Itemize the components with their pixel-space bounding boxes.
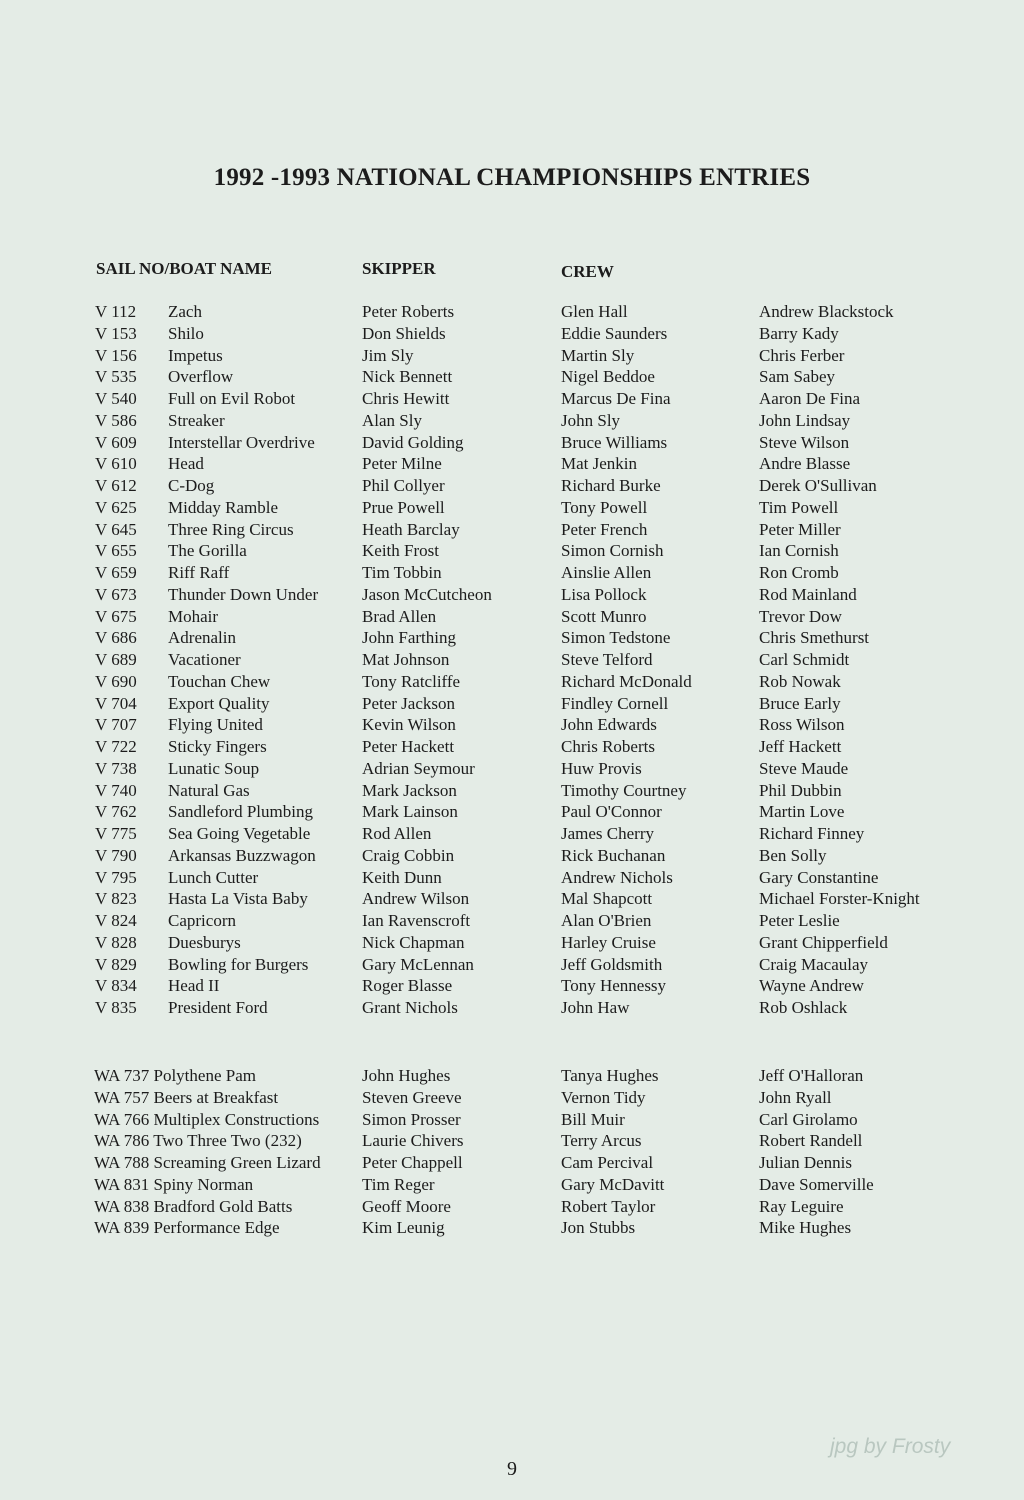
entry-row bbox=[0, 759, 1024, 781]
boat-name: Head bbox=[168, 454, 204, 474]
crew-name: Ainslie Allen bbox=[561, 563, 652, 582]
sail-number: V 625 bbox=[95, 497, 137, 517]
entry-row bbox=[0, 607, 1024, 629]
sail-number-boat-name: WA 757 Beers at Breakfast bbox=[94, 1087, 279, 1107]
entry-row bbox=[0, 846, 1024, 868]
crew-name: Carl Schmidt bbox=[759, 650, 850, 669]
skipper-name: Peter Roberts bbox=[362, 302, 455, 321]
wa-entry-row bbox=[0, 1066, 1024, 1088]
skipper-name: Andrew Wilson bbox=[362, 889, 470, 909]
crew-name: Carl Girolamo bbox=[759, 1109, 858, 1129]
victoria-entries-list bbox=[0, 302, 1024, 1020]
crew-name: Jeff Hackett bbox=[759, 737, 842, 756]
sail-number: V 722 bbox=[95, 737, 137, 756]
crew-name: Ray Leguire bbox=[759, 1196, 844, 1216]
crew-name: Richard Burke bbox=[561, 476, 661, 495]
sail-number: V 112 bbox=[95, 302, 137, 321]
crew-name: Jeff O'Halloran bbox=[759, 1066, 864, 1085]
credit-watermark: jpg by Frosty bbox=[830, 1435, 951, 1458]
sail-number: V 740 bbox=[95, 780, 137, 800]
boat-name: Mohair bbox=[168, 606, 219, 626]
entry-row bbox=[0, 628, 1024, 650]
wa-entry-row bbox=[0, 1110, 1024, 1132]
entry-row bbox=[0, 998, 1024, 1020]
entry-row bbox=[0, 520, 1024, 542]
crew-name: Tony Powell bbox=[561, 497, 648, 517]
crew-name: Rod Mainland bbox=[759, 584, 857, 604]
boat-name: Natural Gas bbox=[168, 780, 250, 800]
boat-name: Vacationer bbox=[168, 650, 241, 669]
entry-row bbox=[0, 737, 1024, 759]
crew-name: Scott Munro bbox=[561, 606, 647, 626]
skipper-name: David Golding bbox=[362, 432, 464, 452]
wa-entries-list bbox=[0, 1066, 1024, 1240]
wa-entry-row bbox=[0, 1197, 1024, 1219]
crew-name: Alan O'Brien bbox=[561, 911, 652, 930]
entry-row bbox=[0, 976, 1024, 998]
skipper-name: Jason McCutcheon bbox=[362, 584, 492, 604]
boat-name: Thunder Down Under bbox=[168, 584, 319, 604]
skipper-name: Peter Chappell bbox=[362, 1153, 463, 1172]
sail-number-boat-name: WA 786 Two Three Two (232) bbox=[94, 1131, 302, 1151]
boat-name: Duesburys bbox=[168, 932, 241, 952]
skipper-name: Keith Dunn bbox=[362, 867, 442, 887]
crew-name: Chris Ferber bbox=[759, 345, 845, 365]
sail-number: V 609 bbox=[95, 432, 137, 452]
crew-name: Bill Muir bbox=[561, 1109, 625, 1129]
skipper-name: Gary McLennan bbox=[362, 954, 474, 974]
boat-name: Sticky Fingers bbox=[168, 737, 267, 756]
sail-number-boat-name: WA 788 Screaming Green Lizard bbox=[94, 1153, 321, 1172]
skipper-name: Adrian Seymour bbox=[362, 758, 475, 778]
crew-name: John Haw bbox=[561, 998, 630, 1017]
entry-row bbox=[0, 715, 1024, 737]
crew-name: Barry Kady bbox=[759, 323, 839, 343]
skipper-name: Keith Frost bbox=[362, 541, 439, 561]
crew-name: Craig Macaulay bbox=[759, 954, 869, 974]
header-skipper: SKIPPER bbox=[362, 259, 436, 278]
skipper-name: Tim Tobbin bbox=[362, 563, 442, 582]
sail-number: V 673 bbox=[95, 584, 137, 604]
sail-number: V 690 bbox=[95, 671, 137, 691]
skipper-name: John Hughes bbox=[362, 1066, 451, 1085]
entry-row bbox=[0, 694, 1024, 716]
boat-name: Adrenalin bbox=[168, 628, 236, 648]
skipper-name: Grant Nichols bbox=[362, 998, 458, 1017]
crew-name: Harley Cruise bbox=[561, 932, 656, 952]
skipper-name: Geoff Moore bbox=[362, 1196, 451, 1216]
sail-number: V 645 bbox=[95, 519, 137, 539]
skipper-name: Alan Sly bbox=[362, 410, 422, 430]
crew-name: Mal Shapcott bbox=[561, 889, 653, 909]
wa-entry-row bbox=[0, 1131, 1024, 1153]
boat-name: Interstellar Overdrive bbox=[168, 432, 315, 452]
crew-name: Bruce Williams bbox=[561, 432, 668, 452]
boat-name: Head II bbox=[168, 976, 220, 996]
crew-name: Peter Leslie bbox=[759, 911, 840, 930]
entry-row bbox=[0, 672, 1024, 694]
boat-name: Sea Going Vegetable bbox=[168, 824, 311, 843]
sail-number: V 738 bbox=[95, 758, 137, 778]
crew-name: Timothy Courtney bbox=[561, 780, 687, 800]
crew-name: Steve Wilson bbox=[759, 432, 850, 452]
entry-row bbox=[0, 476, 1024, 498]
boat-name: Streaker bbox=[168, 410, 225, 430]
crew-name: Chris Smethurst bbox=[759, 628, 870, 648]
crew-name: Mat Jenkin bbox=[561, 454, 638, 474]
crew-name: Paul O'Connor bbox=[561, 802, 662, 822]
skipper-name: Nick Bennett bbox=[362, 367, 453, 387]
entry-row bbox=[0, 650, 1024, 672]
sail-number: V 535 bbox=[95, 367, 137, 387]
skipper-name: Peter Milne bbox=[362, 454, 442, 474]
entry-row bbox=[0, 933, 1024, 955]
skipper-name: Nick Chapman bbox=[362, 932, 465, 952]
sail-number: V 790 bbox=[95, 845, 137, 865]
sail-number: V 823 bbox=[95, 889, 137, 909]
boat-name: Touchan Chew bbox=[168, 671, 271, 691]
crew-name: Cam Percival bbox=[561, 1153, 654, 1172]
boat-name: Midday Ramble bbox=[168, 497, 279, 517]
skipper-name: Kevin Wilson bbox=[362, 715, 456, 735]
crew-name: Ross Wilson bbox=[759, 715, 845, 735]
sail-number: V 612 bbox=[95, 476, 137, 495]
crew-name: Rob Nowak bbox=[759, 671, 841, 691]
crew-name: James Cherry bbox=[561, 824, 655, 843]
skipper-name: Roger Blasse bbox=[362, 976, 453, 996]
crew-name: Ben Solly bbox=[759, 845, 827, 865]
skipper-name: Peter Jackson bbox=[362, 693, 456, 713]
sail-number: V 829 bbox=[95, 954, 137, 974]
crew-name: Aaron De Fina bbox=[759, 389, 861, 408]
sail-number: V 707 bbox=[95, 715, 137, 735]
sail-number: V 689 bbox=[95, 650, 137, 669]
sail-number-boat-name: WA 831 Spiny Norman bbox=[94, 1174, 254, 1194]
crew-name: Gary Constantine bbox=[759, 867, 879, 887]
crew-name: Findley Cornell bbox=[561, 693, 669, 713]
sail-number: V 835 bbox=[95, 998, 137, 1017]
skipper-name: Prue Powell bbox=[362, 497, 445, 517]
entry-row bbox=[0, 346, 1024, 368]
sail-number: V 659 bbox=[95, 563, 137, 582]
sail-number: V 795 bbox=[95, 867, 137, 887]
crew-name: Derek O'Sullivan bbox=[759, 476, 877, 495]
entry-row bbox=[0, 781, 1024, 803]
boat-name: C-Dog bbox=[168, 476, 215, 495]
boat-name: Overflow bbox=[168, 367, 234, 387]
wa-entry-row bbox=[0, 1088, 1024, 1110]
crew-name: Eddie Saunders bbox=[561, 323, 668, 343]
sail-number: V 610 bbox=[95, 454, 137, 474]
boat-name: Bowling for Burgers bbox=[168, 954, 309, 974]
crew-name: Martin Love bbox=[759, 802, 845, 822]
sail-number: V 834 bbox=[95, 976, 137, 996]
sail-number: V 153 bbox=[95, 323, 137, 343]
boat-name: Three Ring Circus bbox=[168, 519, 294, 539]
crew-name: Bruce Early bbox=[759, 693, 841, 713]
boat-name: Zach bbox=[168, 302, 202, 321]
wa-entry-row bbox=[0, 1218, 1024, 1240]
sail-number: V 828 bbox=[95, 932, 137, 952]
boat-name: Full on Evil Robot bbox=[168, 389, 296, 408]
sail-number: V 675 bbox=[95, 606, 137, 626]
sail-number-boat-name: WA 737 Polythene Pam bbox=[94, 1066, 256, 1085]
crew-name: Robert Taylor bbox=[561, 1196, 656, 1216]
crew-name: Lisa Pollock bbox=[561, 584, 647, 604]
crew-name: Chris Roberts bbox=[561, 737, 655, 756]
header-sail-boat: SAIL NO/BOAT NAME bbox=[96, 259, 273, 278]
crew-name: Vernon Tidy bbox=[561, 1087, 646, 1107]
skipper-name: Phil Collyer bbox=[362, 476, 445, 495]
crew-name: Glen Hall bbox=[561, 302, 628, 321]
boat-name: Lunatic Soup bbox=[168, 758, 260, 778]
skipper-name: Simon Prosser bbox=[362, 1109, 461, 1129]
skipper-name: Heath Barclay bbox=[362, 519, 460, 539]
sail-number: V 775 bbox=[95, 824, 137, 843]
entry-row bbox=[0, 868, 1024, 890]
crew-name: Jeff Goldsmith bbox=[561, 954, 663, 974]
skipper-name: Kim Leunig bbox=[362, 1218, 445, 1238]
crew-name: Martin Sly bbox=[561, 345, 635, 365]
sail-number-boat-name: WA 839 Performance Edge bbox=[94, 1218, 280, 1238]
crew-name: Rob Oshlack bbox=[759, 998, 848, 1017]
crew-name: Robert Randell bbox=[759, 1131, 863, 1151]
wa-entry-row bbox=[0, 1153, 1024, 1175]
skipper-name: Mark Lainson bbox=[362, 802, 458, 822]
crew-name: John Sly bbox=[561, 410, 621, 430]
crew-name: Nigel Beddoe bbox=[561, 367, 655, 387]
sail-number: V 156 bbox=[95, 345, 137, 365]
crew-name: John Edwards bbox=[561, 715, 657, 735]
skipper-name: Tony Ratcliffe bbox=[362, 671, 461, 691]
boat-name: Sandleford Plumbing bbox=[168, 802, 313, 822]
page-title: 1992 -1993 NATIONAL CHAMPIONSHIPS ENTRIES bbox=[213, 164, 811, 191]
sail-number: V 704 bbox=[95, 693, 137, 713]
crew-name: Steve Maude bbox=[759, 758, 849, 778]
crew-name: Marcus De Fina bbox=[561, 389, 671, 408]
entry-row bbox=[0, 911, 1024, 933]
skipper-name: Mark Jackson bbox=[362, 780, 457, 800]
boat-name: Lunch Cutter bbox=[168, 867, 259, 887]
crew-name: Ian Cornish bbox=[759, 541, 839, 561]
crew-name: Michael Forster-Knight bbox=[759, 889, 920, 909]
crew-name: Andre Blasse bbox=[759, 454, 851, 474]
crew-name: Tony Hennessy bbox=[561, 976, 667, 996]
crew-name: Peter French bbox=[561, 519, 648, 539]
entry-row bbox=[0, 824, 1024, 846]
crew-name: Peter Miller bbox=[759, 519, 841, 539]
skipper-name: Rod Allen bbox=[362, 824, 432, 843]
entry-row bbox=[0, 889, 1024, 911]
crew-name: Simon Cornish bbox=[561, 541, 664, 561]
sail-number-boat-name: WA 838 Bradford Gold Batts bbox=[94, 1196, 293, 1216]
sail-number: V 762 bbox=[95, 802, 137, 822]
crew-name: Richard McDonald bbox=[561, 671, 692, 691]
skipper-name: Jim Sly bbox=[362, 345, 414, 365]
crew-name: Steve Telford bbox=[561, 650, 653, 669]
crew-name: Richard Finney bbox=[759, 824, 865, 843]
boat-name: The Gorilla bbox=[168, 541, 247, 561]
entry-row bbox=[0, 302, 1024, 324]
crew-name: Phil Dubbin bbox=[759, 780, 842, 800]
sail-number: V 540 bbox=[95, 389, 137, 408]
skipper-name: John Farthing bbox=[362, 628, 456, 648]
skipper-name: Mat Johnson bbox=[362, 650, 450, 669]
header-crew: CREW bbox=[561, 262, 614, 281]
boat-name: Riff Raff bbox=[168, 563, 230, 582]
entry-row bbox=[0, 411, 1024, 433]
entry-row bbox=[0, 585, 1024, 607]
skipper-name: Ian Ravenscroft bbox=[362, 911, 471, 930]
crew-name: Tim Powell bbox=[759, 497, 839, 517]
crew-name: Dave Somerville bbox=[759, 1174, 874, 1194]
skipper-name: Craig Cobbin bbox=[362, 845, 455, 865]
skipper-name: Peter Hackett bbox=[362, 737, 455, 756]
crew-name: Mike Hughes bbox=[759, 1218, 852, 1238]
boat-name: Hasta La Vista Baby bbox=[168, 889, 308, 909]
boat-name: Arkansas Buzzwagon bbox=[168, 845, 316, 865]
entry-row bbox=[0, 541, 1024, 563]
boat-name: President Ford bbox=[168, 998, 268, 1017]
sail-number: V 655 bbox=[95, 541, 137, 561]
boat-name: Capricorn bbox=[168, 911, 236, 930]
crew-name: Jon Stubbs bbox=[561, 1218, 636, 1238]
sail-number: V 686 bbox=[95, 628, 137, 648]
crew-name: Huw Provis bbox=[561, 758, 642, 778]
crew-name: Wayne Andrew bbox=[759, 976, 864, 996]
crew-name: Grant Chipperfield bbox=[759, 932, 888, 952]
entry-row bbox=[0, 367, 1024, 389]
skipper-name: Brad Allen bbox=[362, 606, 437, 626]
boat-name: Flying United bbox=[168, 715, 263, 735]
entry-row bbox=[0, 433, 1024, 455]
page-number: 9 bbox=[507, 1458, 517, 1480]
entry-row bbox=[0, 498, 1024, 520]
skipper-name: Steven Greeve bbox=[362, 1087, 462, 1107]
crew-name: Terry Arcus bbox=[561, 1131, 642, 1151]
wa-entry-row bbox=[0, 1175, 1024, 1197]
crew-name: Andrew Blackstock bbox=[759, 302, 894, 321]
sail-number: V 586 bbox=[95, 410, 137, 430]
skipper-name: Chris Hewitt bbox=[362, 389, 450, 408]
skipper-name: Tim Reger bbox=[362, 1174, 435, 1194]
crew-name: Ron Cromb bbox=[759, 563, 839, 582]
entry-row bbox=[0, 389, 1024, 411]
crew-name: John Lindsay bbox=[759, 410, 851, 430]
entry-row bbox=[0, 454, 1024, 476]
sail-number: V 824 bbox=[95, 911, 137, 930]
crew-name: Andrew Nichols bbox=[561, 867, 673, 887]
crew-name: Gary McDavitt bbox=[561, 1174, 665, 1194]
entry-row bbox=[0, 563, 1024, 585]
entry-row bbox=[0, 324, 1024, 346]
crew-name: Tanya Hughes bbox=[561, 1066, 659, 1085]
crew-name: Simon Tedstone bbox=[561, 628, 671, 648]
boat-name: Export Quality bbox=[168, 693, 270, 713]
crew-name: Rick Buchanan bbox=[561, 845, 666, 865]
skipper-name: Laurie Chivers bbox=[362, 1131, 464, 1151]
sail-number-boat-name: WA 766 Multiplex Constructions bbox=[94, 1109, 320, 1129]
skipper-name: Don Shields bbox=[362, 323, 446, 343]
entry-row bbox=[0, 802, 1024, 824]
crew-name: John Ryall bbox=[759, 1087, 832, 1107]
boat-name: Impetus bbox=[168, 345, 223, 365]
crew-name: Sam Sabey bbox=[759, 367, 836, 387]
crew-name: Julian Dennis bbox=[759, 1153, 853, 1172]
entry-row bbox=[0, 955, 1024, 977]
boat-name: Shilo bbox=[168, 323, 204, 343]
crew-name: Trevor Dow bbox=[759, 606, 842, 626]
